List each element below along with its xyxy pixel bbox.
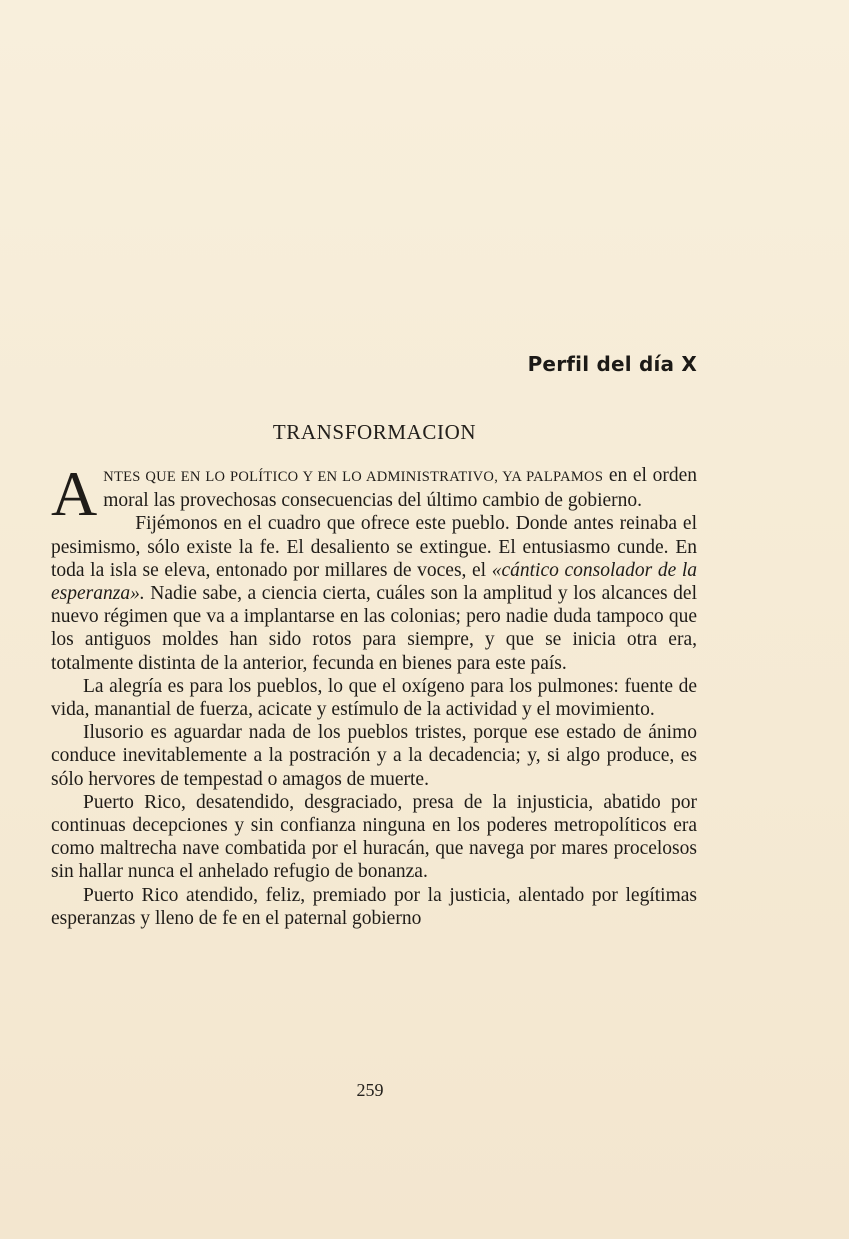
- paragraph: Ilusorio es aguardar nada de los pueblos tristes, porque ese estado de ánimo conduce inevitablemente a la postración y a la decadencia; y, si algo produce, es sólo hervores de tempestad o amagos de muerte.: [51, 722, 697, 790]
- drop-cap: A: [51, 458, 98, 529]
- section-title: Perfil del día X: [527, 352, 697, 376]
- paragraph-text: en el orden moral las provechosas consecuencias del último cambio de gobierno.: [103, 465, 697, 512]
- paragraph: La alegría es para los pueblos, lo que el oxígeno para los pulmones: fuente de vida, manantial de fuerza, acicate y estímulo de la actividad y el movimiento.: [51, 675, 697, 721]
- chapter-title: TRANSFORMACION: [272, 420, 477, 444]
- paragraph: [51, 458, 697, 529]
- paragraph: Puerto Rico atendido, feliz, premiado por la justicia, alentado por legítimas esperanzas y lleno de fe en el paternal gobierno: [51, 884, 697, 929]
- quoted-phrase: «cántico consolador de la esperanza».: [51, 559, 698, 605]
- body-text: [51, 458, 698, 930]
- paragraph-text: Fijémonos en el cuadro que ofrece este pueblo. Donde antes reinaba el pesimismo, sólo existe la fe. El desaliento se extingue. El entusiasmo cunde. En toda la isla se eleva, entonado por millares de voces, el: [51, 513, 697, 581]
- opening-smallcaps: NTES QUE EN LO POLÍTICO Y EN LO ADMINISTRATIVO, YA PALPAMOS: [103, 469, 604, 485]
- paragraph: Puerto Rico, desatendido, desgraciado, presa de la injusticia, abatido por continuas decepciones y sin confianza ninguna en los poderes metropolíticos era como maltrecha nave combatida por el huracán, que navega por mares procelosos sin hallar nunca el anhelado refugio de bonanza.: [51, 791, 697, 883]
- paragraph: [51, 512, 697, 674]
- page-number: 259: [356, 1080, 384, 1100]
- paragraph-text: Nadie sabe, a ciencia cierta, cuáles son la amplitud y los alcances del nuevo régimen que va a implantarse en las colonias; pero nadie duda tampoco que los antiguos moldes han sido rotos para siempre, y que se inicia otra era, totalmente distinta de la anterior, fecunda en bienes para este país.: [51, 583, 698, 674]
